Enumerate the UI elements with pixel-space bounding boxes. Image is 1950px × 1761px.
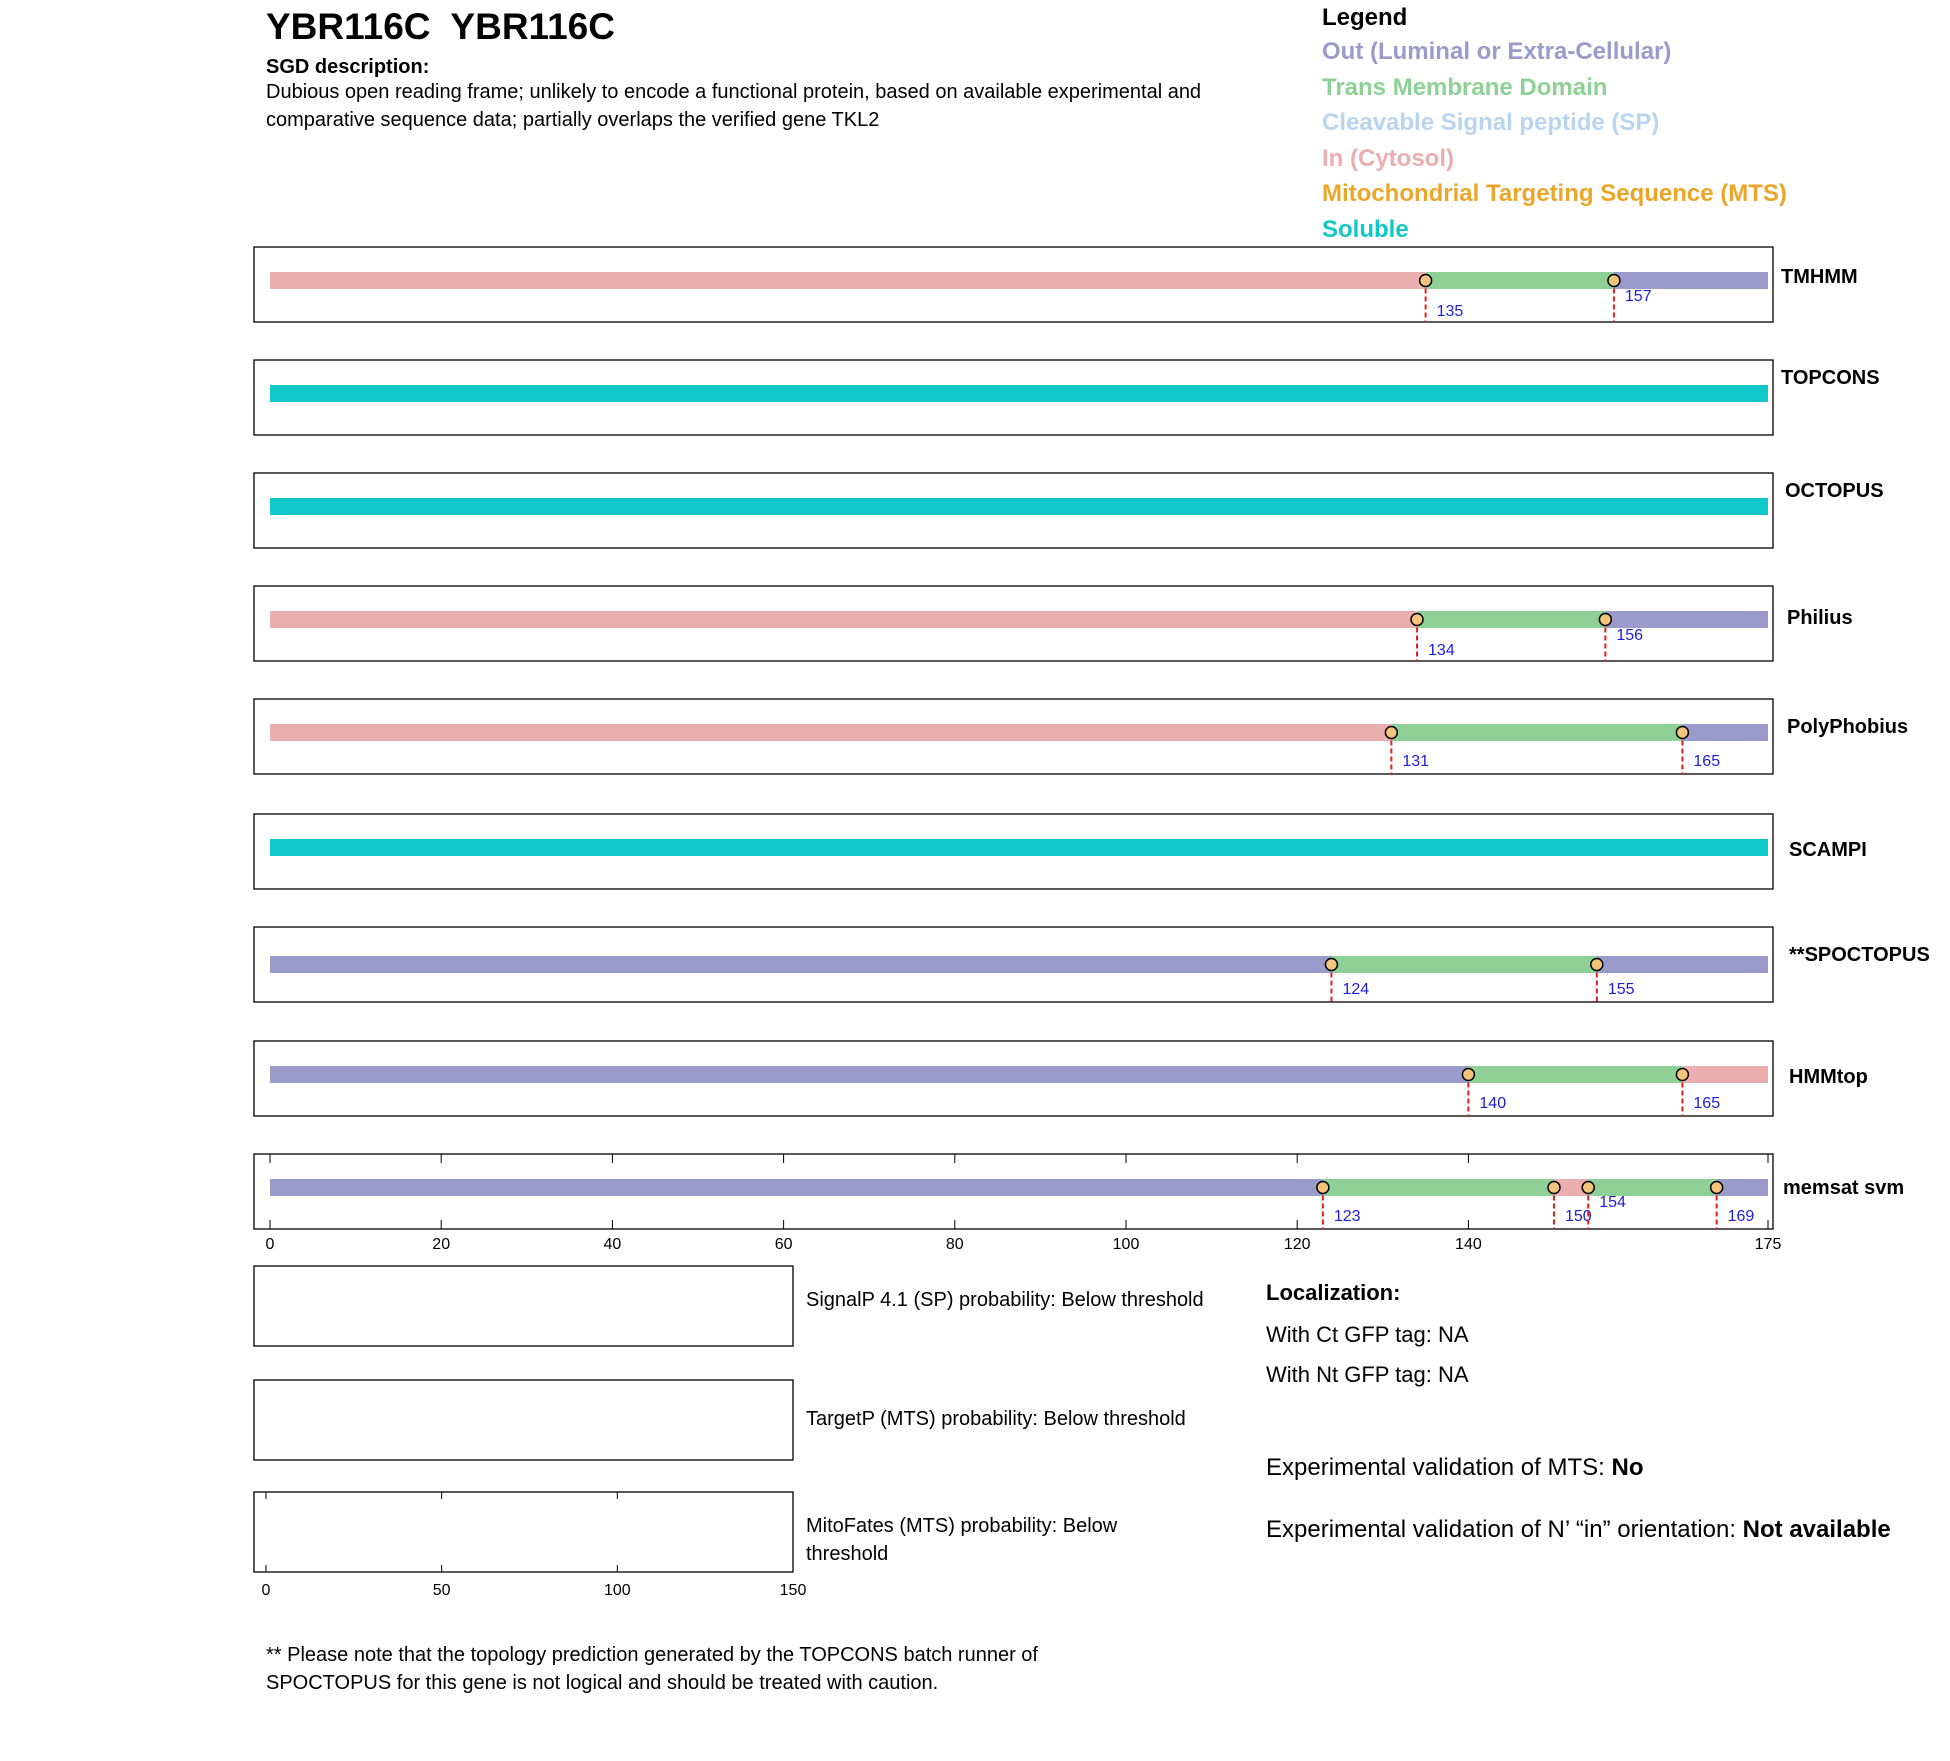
sgd-heading: SGD description: xyxy=(266,56,430,78)
legend-item-mts: Mitochondrial Targeting Sequence (MTS) xyxy=(1322,180,1787,207)
segment-out xyxy=(270,1179,1323,1196)
boundary-marker xyxy=(1325,959,1337,971)
boundary-marker xyxy=(1676,1069,1688,1081)
boundary-label: 150 xyxy=(1565,1208,1592,1225)
segment-tm xyxy=(1417,611,1605,628)
prob-x-tick-label: 0 xyxy=(261,1582,271,1599)
x-tick-label: 140 xyxy=(1455,1236,1482,1253)
legend-item-out: Out (Luminal or Extra-Cellular) xyxy=(1322,38,1672,65)
boundary-marker xyxy=(1385,727,1397,739)
segment-out xyxy=(1597,956,1768,973)
segment-tm xyxy=(1323,1179,1554,1196)
boundary-label: 124 xyxy=(1342,981,1370,998)
track-name: SCAMPI xyxy=(1789,839,1867,861)
boundary-label: 165 xyxy=(1693,1095,1721,1112)
probability-box xyxy=(254,1380,793,1460)
x-tick-label: 120 xyxy=(1283,1236,1311,1253)
boundary-label: 165 xyxy=(1693,753,1721,770)
x-tick-label: 80 xyxy=(945,1236,964,1253)
segment-out xyxy=(1682,724,1768,741)
track-name: memsat svm xyxy=(1783,1177,1905,1199)
x-tick-label: 175 xyxy=(1754,1236,1782,1253)
mts-validation-value: No xyxy=(1611,1454,1644,1481)
x-tick-label: 40 xyxy=(603,1236,622,1253)
boundary-marker xyxy=(1411,614,1423,626)
track-name: TMHMM xyxy=(1781,266,1858,288)
mts-validation-label: Experimental validation of MTS: xyxy=(1266,1454,1612,1481)
x-tick-label: 100 xyxy=(1112,1236,1140,1253)
segment-tm xyxy=(1391,724,1682,741)
x-tick-label: 0 xyxy=(265,1236,275,1253)
legend-item-sp: Cleavable Signal peptide (SP) xyxy=(1322,109,1660,136)
x-tick-label: 60 xyxy=(774,1236,793,1253)
segment-out xyxy=(270,956,1331,973)
segment-out xyxy=(1717,1179,1768,1196)
segment-out xyxy=(1614,272,1768,289)
segment-soluble xyxy=(270,498,1768,515)
segment-out xyxy=(1605,611,1768,628)
prob-x-tick-label: 100 xyxy=(603,1582,631,1599)
legend-item-tm: Trans Membrane Domain xyxy=(1322,73,1608,101)
segment-soluble xyxy=(270,839,1768,856)
targetp-label: TargetP (MTS) probability: Below threshold xyxy=(806,1408,1186,1430)
segment-in xyxy=(270,272,1426,289)
segment-tm xyxy=(1426,272,1614,289)
segment-tm xyxy=(1468,1066,1682,1083)
boundary-marker xyxy=(1548,1182,1560,1194)
ct-gfp-text: With Ct GFP tag: NA xyxy=(1266,1322,1469,1347)
legend-item-in: In (Cytosol) xyxy=(1322,144,1454,172)
track-name: OCTOPUS xyxy=(1785,480,1884,502)
footnote: ** Please note that the topology prediction generated by the TOPCONS batch runner of SPOCTOPUS for this gene is not logical and should be treated with caution. xyxy=(266,1644,1038,1694)
boundary-label: 123 xyxy=(1333,1208,1361,1225)
boundary-label: 154 xyxy=(1599,1194,1626,1211)
segment-in xyxy=(1682,1066,1768,1083)
signalp-label: SignalP 4.1 (SP) probability: Below threshold xyxy=(806,1289,1204,1311)
boundary-marker xyxy=(1711,1182,1723,1194)
boundary-label: 156 xyxy=(1616,627,1644,644)
prob-x-tick-label: 150 xyxy=(779,1582,807,1599)
boundary-marker xyxy=(1591,959,1603,971)
localization-title: Localization: xyxy=(1266,1280,1401,1305)
boundary-marker xyxy=(1420,275,1432,287)
segment-out xyxy=(270,1066,1468,1083)
nin-validation-value: Not available xyxy=(1742,1516,1891,1543)
track-name: HMMtop xyxy=(1789,1066,1868,1088)
nt-gfp-text: With Nt GFP tag: NA xyxy=(1266,1362,1469,1387)
boundary-marker xyxy=(1608,275,1620,287)
boundary-marker xyxy=(1462,1069,1474,1081)
segment-soluble xyxy=(270,385,1768,402)
boundary-marker xyxy=(1599,614,1611,626)
boundary-label: 134 xyxy=(1428,642,1455,659)
mitofates-label: MitoFates (MTS) probability: Below threshold xyxy=(806,1515,1118,1565)
segment-in xyxy=(270,611,1417,628)
track-name: Philius xyxy=(1787,607,1853,629)
boundary-marker xyxy=(1582,1182,1594,1194)
boundary-marker xyxy=(1317,1182,1329,1194)
legend-title: Legend xyxy=(1322,4,1408,31)
boundary-label: 155 xyxy=(1607,981,1635,998)
nin-validation xyxy=(1266,1514,1906,1546)
sgd-description: Dubious open reading frame; unlikely to encode a functional protein, based on available experimental and comparative sequence data; partially overlaps the verified gene TKL2 xyxy=(266,81,1202,131)
track-name: TOPCONS xyxy=(1781,367,1880,389)
segment-tm xyxy=(1331,956,1596,973)
track-name: **SPOCTOPUS xyxy=(1789,944,1930,966)
probability-box xyxy=(254,1266,793,1346)
nin-validation-label: Experimental validation of N’ “in” orientation: xyxy=(1266,1516,1743,1543)
boundary-label: 157 xyxy=(1624,288,1652,305)
boundary-label: 140 xyxy=(1479,1095,1507,1112)
boundary-marker xyxy=(1676,727,1688,739)
boundary-label: 169 xyxy=(1727,1208,1755,1225)
mts-validation xyxy=(1266,1452,1906,1484)
probability-box xyxy=(254,1492,793,1572)
localization-panel xyxy=(1266,1280,1906,1546)
gene-title: YBR116C YBR116C xyxy=(266,6,615,47)
x-tick-label: 20 xyxy=(432,1236,451,1253)
boundary-label: 131 xyxy=(1402,753,1430,770)
legend-item-soluble: Soluble xyxy=(1322,215,1409,243)
prob-x-tick-label: 50 xyxy=(432,1582,451,1599)
track-name: PolyPhobius xyxy=(1787,716,1909,738)
segment-in xyxy=(270,724,1391,741)
boundary-label: 135 xyxy=(1436,303,1464,320)
